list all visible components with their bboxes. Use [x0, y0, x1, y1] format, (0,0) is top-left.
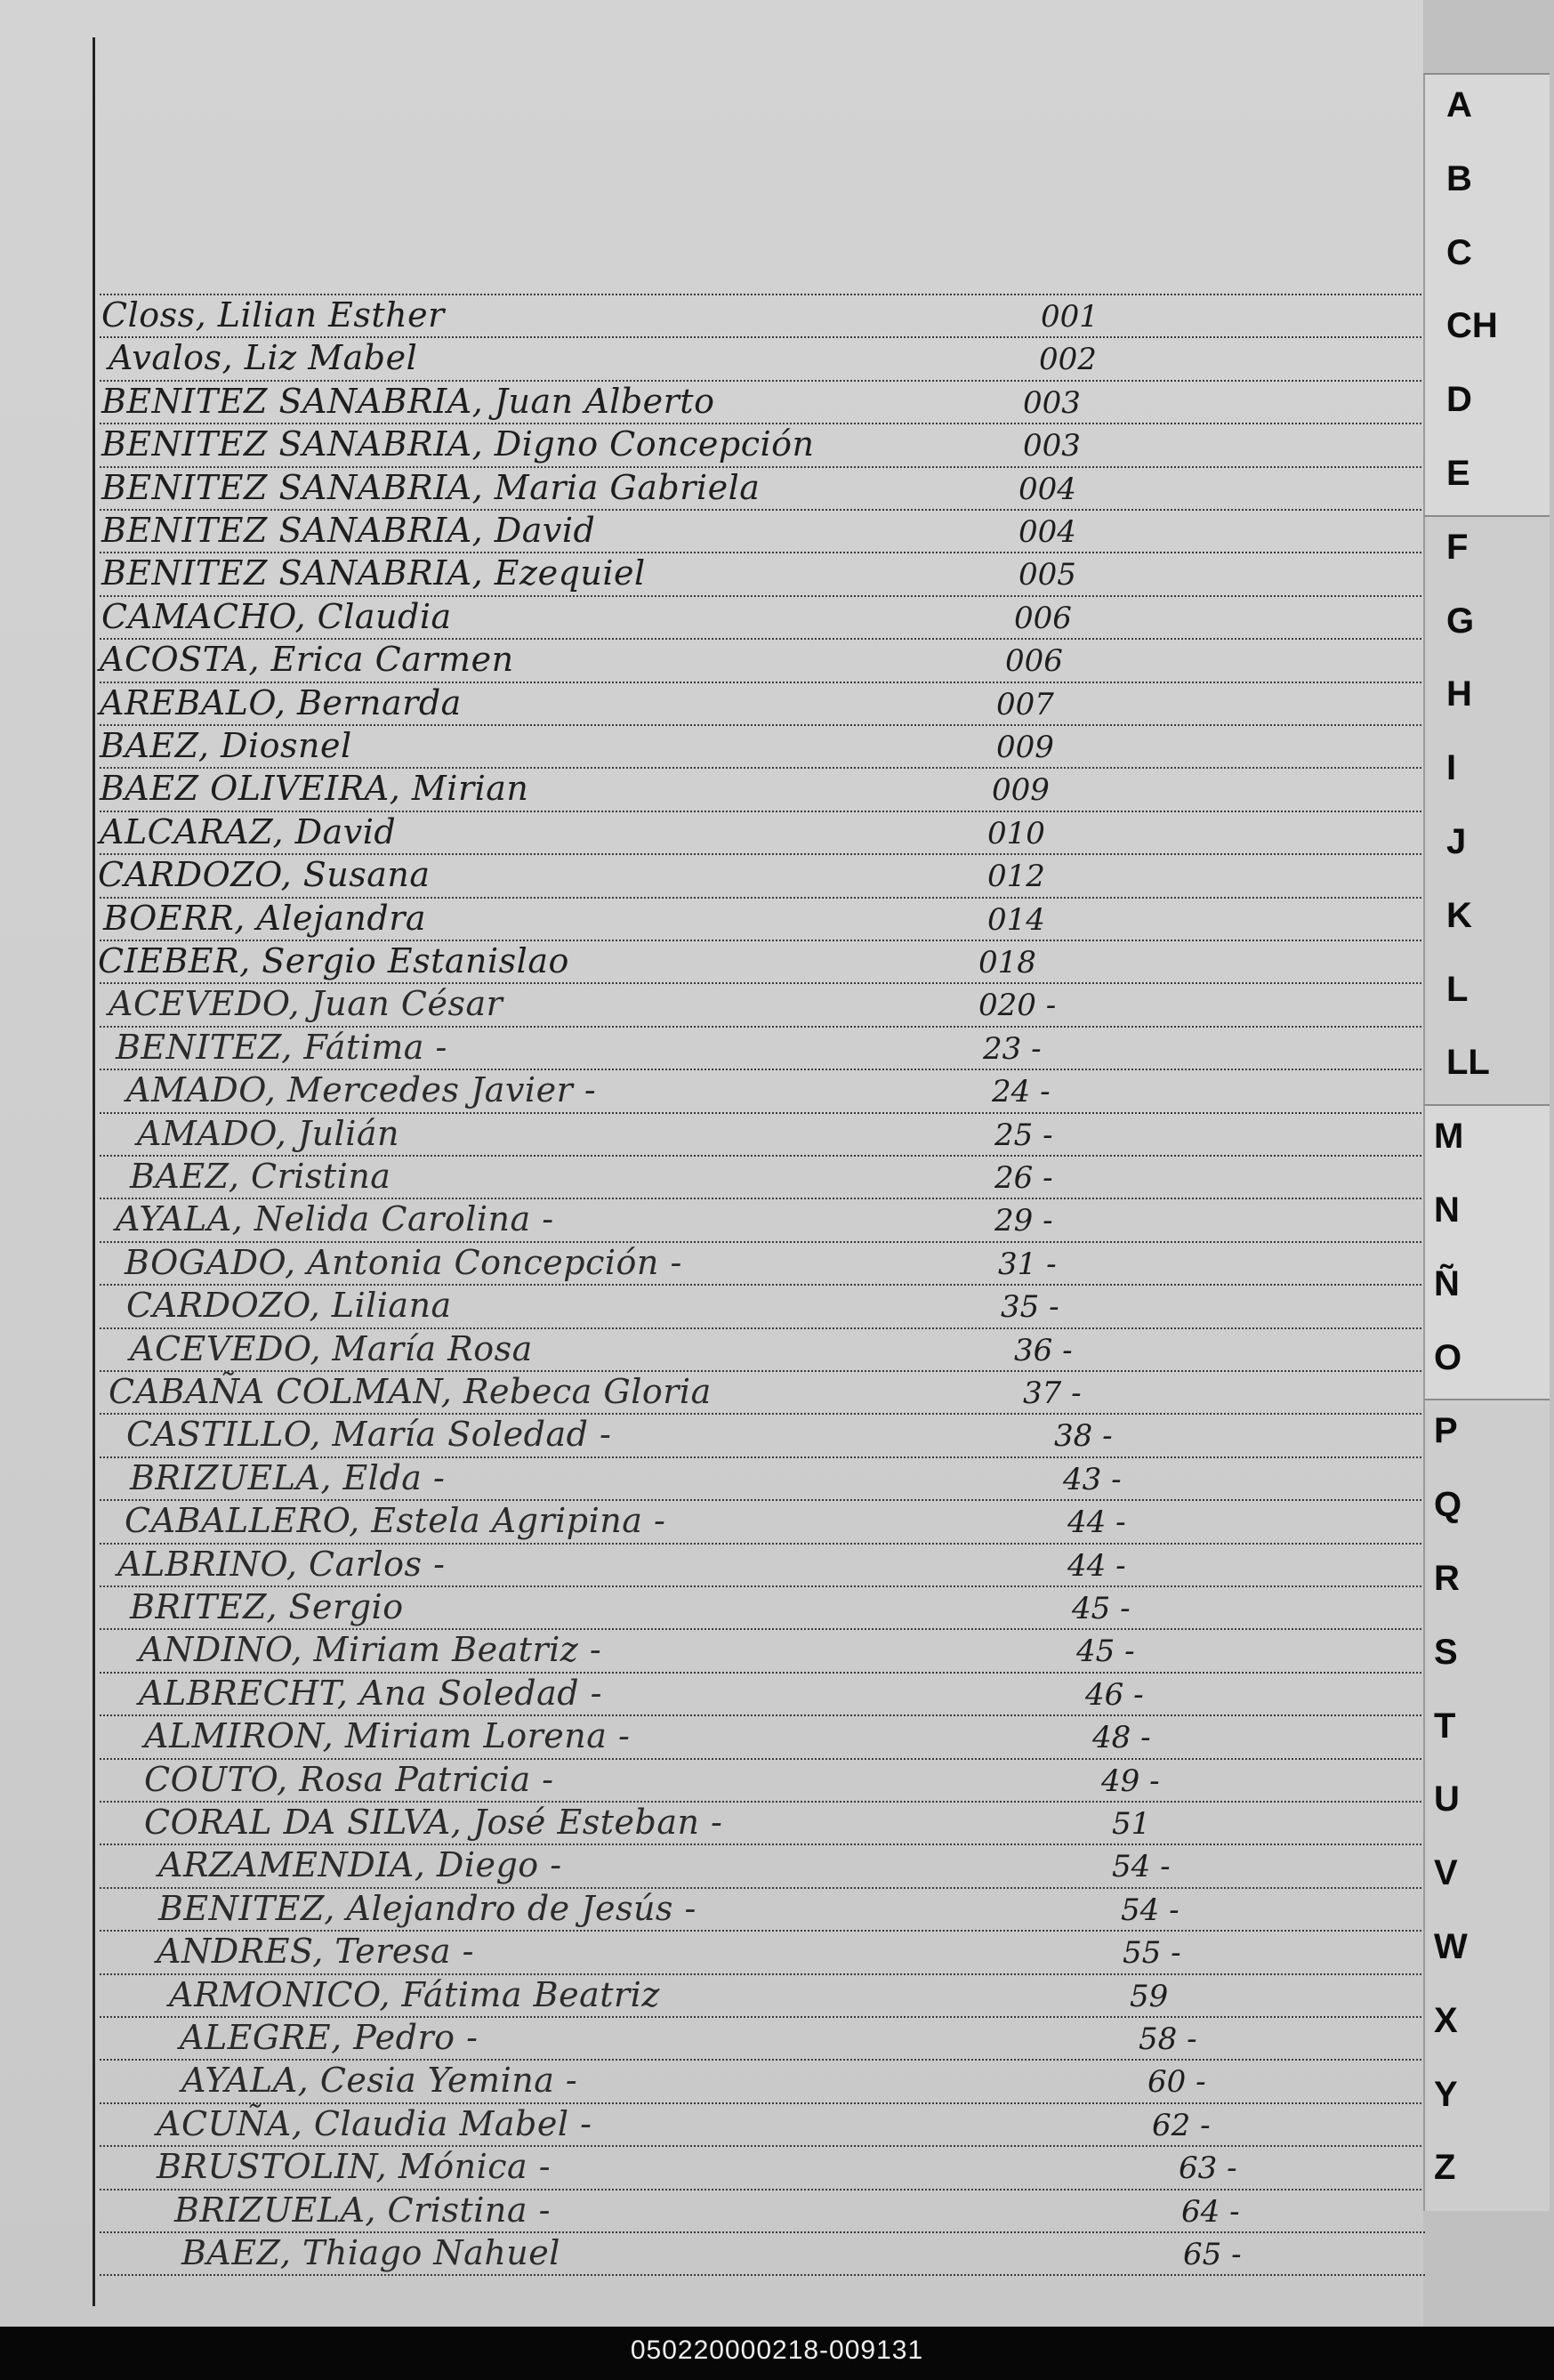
list-item [93, 2104, 1400, 2145]
index-tab-letter: U [1434, 1779, 1460, 1819]
entry-name: BAEZ, Thiago Nahuel [181, 2233, 560, 2272]
entry-name: BRIZUELA, Elda - [130, 1457, 446, 1497]
list-item [93, 726, 1400, 767]
entry-name: CAMACHO, Claudia [101, 596, 452, 636]
index-tab-letter: Ñ [1434, 1263, 1460, 1303]
entry-number: 001 [1041, 299, 1099, 335]
index-tab[interactable] [1429, 1989, 1546, 2060]
index-tab-letter: T [1434, 1706, 1456, 1746]
entry-name: AYALA, Nelida Carolina - [116, 1199, 554, 1239]
index-tab-letter: D [1446, 380, 1472, 420]
list-item [93, 1545, 1400, 1585]
entry-name: AREBALO, Bernarda [100, 682, 462, 722]
list-item [93, 1630, 1400, 1671]
list-item [93, 2190, 1400, 2231]
list-item [93, 597, 1400, 638]
list-item [93, 1889, 1400, 1930]
list-item [93, 2233, 1400, 2274]
index-tab[interactable] [1429, 294, 1546, 365]
entry-number: 25 - [994, 1117, 1053, 1153]
entry-name: Closs, Lilian Esther [101, 295, 445, 335]
entry-name: ACUÑA, Claudia Mabel - [157, 2103, 592, 2143]
index-tab-letter: C [1446, 232, 1472, 272]
index-tab[interactable] [1429, 1841, 1546, 1912]
entry-name: ACEVEDO, Juan César [109, 984, 503, 1024]
index-tab-letter: R [1434, 1559, 1460, 1598]
index-tab-letter: CH [1446, 306, 1498, 346]
list-item [93, 1975, 1400, 2016]
index-tab[interactable] [1429, 1399, 1546, 1470]
entry-number: 004 [1019, 471, 1076, 507]
entry-name: AMADO, Mercedes Javier - [126, 1070, 597, 1110]
entry-number: 54 - [1112, 1849, 1171, 1885]
index-tab-letter: A [1446, 85, 1472, 125]
document-code: 050220000218-009131 [630, 2336, 924, 2365]
index-tab[interactable] [1429, 662, 1546, 733]
entry-name: CIEBER, Sergio Estanislao [98, 941, 569, 980]
entry-name: BAEZ OLIVEIRA, Mirian [100, 769, 529, 809]
list-item [93, 2061, 1400, 2102]
entry-name: BENITEZ SANABRIA, Maria Gabriela [101, 467, 761, 507]
list-item [93, 468, 1400, 509]
entry-name: BENITEZ SANABRIA, Ezequiel [101, 553, 646, 593]
index-tab-letter: I [1446, 748, 1457, 788]
index-tab-letter: N [1434, 1190, 1460, 1230]
entry-number: 31 - [998, 1246, 1057, 1282]
list-item [93, 1760, 1400, 1801]
entry-number: 54 - [1121, 1892, 1180, 1928]
list-item [93, 1674, 1400, 1714]
list-item [93, 295, 1400, 336]
entry-number: 65 - [1183, 2237, 1242, 2272]
entry-number: 23 - [983, 1030, 1042, 1067]
list-item [93, 1501, 1400, 1542]
entry-number: 010 [987, 815, 1045, 851]
index-tab[interactable] [1429, 515, 1546, 586]
index-tab-letter: K [1446, 895, 1472, 935]
entry-name: CORAL DA SILVA, José Esteban - [144, 1803, 723, 1842]
index-tab[interactable] [1429, 2135, 1546, 2207]
index-tab-letter: M [1434, 1117, 1464, 1157]
index-tab[interactable] [1429, 1178, 1546, 1249]
entry-number: 44 - [1067, 1505, 1126, 1541]
entry-number: 49 - [1101, 1763, 1160, 1799]
index-tab-letter: F [1446, 527, 1469, 567]
entry-name: BAEZ, Cristina [130, 1157, 391, 1196]
list-item [93, 1114, 1400, 1155]
index-tab-letter: O [1434, 1337, 1462, 1377]
entry-name: BAEZ, Diosnel [100, 726, 352, 765]
list-item [93, 683, 1400, 724]
entry-number: 55 - [1123, 1935, 1181, 1972]
entry-number: 48 - [1092, 1720, 1151, 1756]
entry-name: ARMONICO, Fátima Beatriz [169, 1974, 660, 2014]
list-item [93, 2018, 1400, 2059]
list-item [93, 1157, 1400, 1198]
entry-number: 020 - [978, 988, 1057, 1024]
entry-name: CARDOZO, Susana [98, 855, 431, 895]
list-item [93, 1415, 1400, 1456]
entry-number: 60 - [1147, 2064, 1206, 2101]
entry-name: ANDRES, Teresa - [157, 1932, 474, 1972]
entry-number: 018 [978, 945, 1036, 980]
entry-name: BRUSTOLIN, Mónica - [157, 2147, 552, 2187]
entry-name: AMADO, Julián [137, 1113, 399, 1153]
list-item [93, 1329, 1400, 1370]
index-tab[interactable] [1429, 736, 1546, 807]
entry-number: 38 - [1054, 1418, 1113, 1455]
index-tab-letter: X [1434, 2000, 1458, 2040]
entry-number: 003 [1023, 384, 1081, 421]
list-item [93, 1070, 1400, 1111]
entry-name: ACEVEDO, María Rosa [130, 1328, 533, 1368]
index-tab[interactable] [1429, 1546, 1546, 1618]
entry-name: ALEGRE, Pedro - [180, 2018, 479, 2057]
list-item [93, 553, 1400, 594]
entry-number: 58 - [1139, 2021, 1197, 2057]
entry-number: 46 - [1085, 1676, 1144, 1713]
entry-number: 005 [1019, 557, 1076, 593]
entry-number: 62 - [1152, 2107, 1211, 2143]
entry-name: ANDINO, Miriam Beatriz - [139, 1630, 602, 1670]
entry-name: ALCARAZ, David [100, 811, 397, 851]
list-item [93, 1803, 1400, 1843]
index-tab[interactable] [1429, 1472, 1546, 1544]
entry-name: ALBRINO, Carlos - [117, 1544, 446, 1584]
list-item [93, 1458, 1400, 1499]
entry-name: BENITEZ, Alejandro de Jesús - [158, 1888, 696, 1928]
index-tab-letter: LL [1446, 1043, 1490, 1083]
entry-number: 26 - [994, 1160, 1053, 1196]
entry-number: 002 [1039, 342, 1097, 378]
entry-name: AYALA, Cesia Yemina - [181, 2061, 578, 2101]
entry-name: CABAÑA COLMAN, Rebeca Gloria [109, 1372, 712, 1411]
index-tab-letter: E [1446, 454, 1470, 493]
index-tab-letter: J [1446, 822, 1467, 861]
entry-number: 009 [992, 772, 1050, 809]
list-item [93, 1243, 1400, 1284]
entry-name: ALMIRON, Miriam Lorena - [144, 1716, 631, 1756]
entry-number: 45 - [1076, 1634, 1135, 1670]
list-item [93, 1286, 1400, 1327]
list-item [93, 899, 1400, 940]
index-tab[interactable] [1429, 1915, 1546, 1986]
index-tab-letter: Z [1434, 2148, 1456, 2188]
list-item [93, 812, 1400, 853]
entry-name: ARZAMENDIA, Diego - [158, 1845, 562, 1885]
entry-number: 24 - [992, 1074, 1051, 1110]
index-tab-letter: Y [1434, 2074, 1458, 2114]
entry-number: 44 - [1067, 1547, 1126, 1584]
entry-number: 43 - [1063, 1461, 1122, 1497]
entry-name: COUTO, Rosa Patricia - [144, 1759, 554, 1799]
entry-number: 63 - [1179, 2150, 1237, 2187]
entry-name: BENITEZ SANABRIA, Digno Concepción [101, 424, 815, 464]
list-item [93, 424, 1400, 465]
list-item [93, 511, 1400, 552]
index-tab[interactable] [1429, 1104, 1546, 1175]
footer-bar [0, 2327, 1554, 2380]
list-item [93, 1199, 1400, 1240]
entry-name: ALBRECHT, Ana Soledad - [139, 1673, 603, 1713]
entry-number: 45 - [1072, 1591, 1131, 1626]
list-item [93, 984, 1400, 1025]
entry-name: BRIZUELA, Cristina - [174, 2190, 551, 2230]
entry-name: BENITEZ, Fátima - [116, 1027, 447, 1067]
ruled-line [100, 2274, 1425, 2276]
entry-number: 014 [987, 901, 1045, 938]
index-tab-letter: S [1434, 1632, 1458, 1672]
index-tab[interactable] [1429, 1252, 1546, 1323]
index-tab-letter: V [1434, 1853, 1458, 1893]
index-tab[interactable] [1429, 441, 1546, 512]
entry-number: 009 [996, 730, 1054, 765]
index-tab[interactable] [1429, 1326, 1546, 1397]
list-item [93, 1587, 1400, 1628]
index-tab[interactable] [1429, 367, 1546, 439]
list-item [93, 1716, 1400, 1757]
entry-name: BOERR, Alejandra [103, 898, 427, 938]
list-item [93, 1028, 1400, 1069]
list-item [93, 855, 1400, 896]
index-tab[interactable] [1429, 1694, 1546, 1765]
list-item [93, 941, 1400, 982]
entry-name: ACOSTA, Erica Carmen [100, 640, 514, 680]
entry-number: 37 - [1023, 1376, 1082, 1411]
list-item [93, 2147, 1400, 2188]
list-item [93, 382, 1400, 423]
index-tab[interactable] [1429, 1767, 1546, 1838]
entry-name: BENITEZ SANABRIA, David [101, 511, 596, 550]
entry-number: 59 [1130, 1978, 1169, 2014]
entry-number: 51 [1112, 1806, 1151, 1842]
index-tab-letter: B [1446, 158, 1472, 198]
index-tab[interactable] [1429, 2062, 1546, 2134]
entry-number: 36 - [1014, 1332, 1073, 1368]
index-tab[interactable] [1429, 810, 1546, 881]
entry-number: 003 [1023, 428, 1081, 464]
index-tab-letter: W [1434, 1927, 1468, 1966]
entry-number: 004 [1019, 514, 1076, 550]
list-item [93, 338, 1400, 379]
entry-name: BENITEZ SANABRIA, Juan Alberto [101, 381, 715, 421]
index-tab-letter: L [1446, 969, 1469, 1009]
entry-name: Avalos, Liz Mabel [109, 338, 418, 378]
index-tab[interactable] [1429, 589, 1546, 660]
index-tab-letter: P [1434, 1411, 1458, 1451]
entry-name: BOGADO, Antonia Concepción - [125, 1242, 682, 1282]
list-item [93, 640, 1400, 681]
list-item [93, 1932, 1400, 1973]
entry-name: BRITEZ, Sergio [130, 1587, 404, 1626]
entry-name: CASTILLO, María Soledad - [126, 1415, 612, 1455]
entry-name: CABALLERO, Estela Agripina - [125, 1501, 666, 1541]
entry-number: 006 [1005, 643, 1063, 680]
index-tab[interactable] [1429, 1030, 1546, 1101]
index-tab-letter: H [1446, 674, 1472, 714]
list-item [93, 1372, 1400, 1413]
entry-name: CARDOZO, Liliana [126, 1286, 452, 1326]
entry-number: 007 [996, 686, 1054, 722]
index-tab[interactable] [1429, 221, 1546, 292]
index-tab[interactable] [1429, 1620, 1546, 1691]
list-item [93, 769, 1400, 810]
entry-number: 006 [1014, 600, 1072, 636]
entry-number: 64 - [1181, 2193, 1240, 2230]
index-tab-letter: G [1446, 601, 1475, 641]
index-tab[interactable] [1429, 883, 1546, 955]
index-tab[interactable] [1429, 73, 1546, 144]
entry-number: 012 [987, 859, 1045, 895]
entry-number: 35 - [1001, 1289, 1059, 1326]
index-tab[interactable] [1429, 147, 1546, 218]
index-tab[interactable] [1429, 957, 1546, 1029]
ruled-list [93, 0, 1427, 2327]
index-tab-letter: Q [1434, 1485, 1462, 1525]
list-item [93, 1845, 1400, 1886]
entry-number: 29 - [994, 1203, 1053, 1239]
